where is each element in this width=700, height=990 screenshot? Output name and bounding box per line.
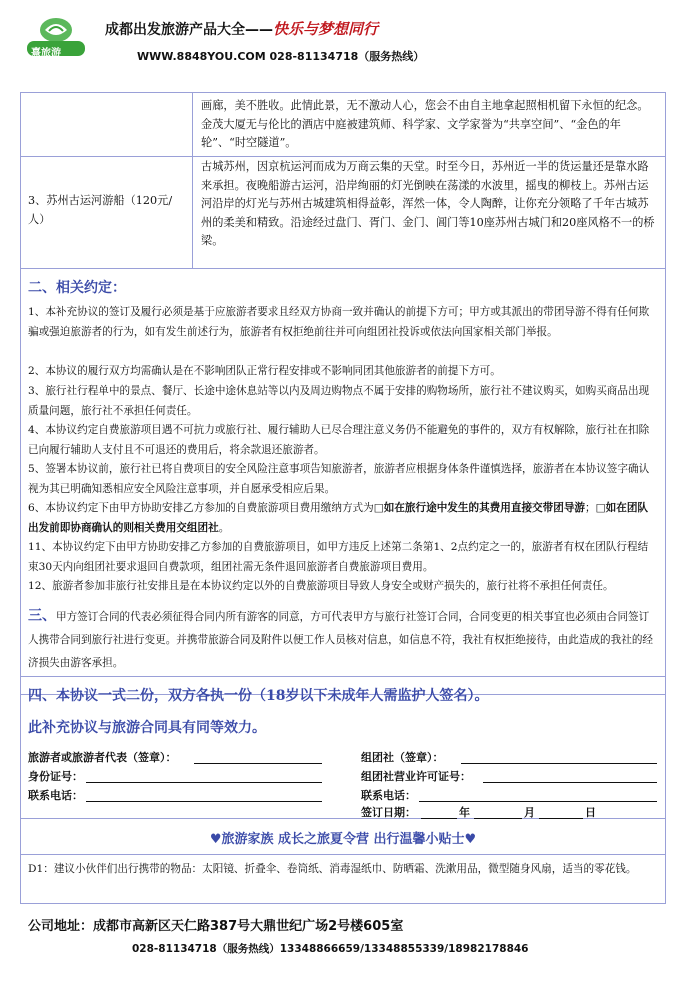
table-row [21,93,665,157]
sign-day-label: 日 [585,806,596,819]
jinmao-description: 画廊，美不胜收。此情此景，无不激动人心，您会不由自主地拿起照相机留下永恒的纪念。金茂大厦无与伦比的酒店中庭被建筑师、科学家、文学家誉为“共享空间”、“金色的年轮”、“时空隧道”。 [201,99,649,149]
page-header [25,12,675,74]
table-cell-item [21,157,193,268]
suzhou-canal-description: 古城苏州，因京杭运河而成为万商云集的天堂。时至今日，苏州近一半的货运量还是靠水路来承担。夜晚船游古运河，沿岸绚丽的灯光倒映在荡漾的水波里，摇曳的柳枝上。苏州古运河沿岸的灯光与苏州古城建筑相得益彰，浑然一体，令人陶醉，让你充分领略了千年古城苏州的柔美和精致。沿途经过盘门、胥门、金门、阊门等10座苏州古城门和20座风格不一的桥梁。 [201,160,655,247]
section-contract-changes [21,603,665,677]
clause-6 [28,499,657,538]
tourist-rep-line[interactable] [194,763,322,764]
header-contact-line: WWW.8848YOU.COM 028-81134718（服务热线） [137,50,425,63]
id-number-label: 身份证号： [28,770,83,783]
clause-1: 1、本补充协议的签订及履行必须是基于应旅游者要求且经双方协商一致并确认的前提下方可；甲方或其派出的带团导游不得有任何欺骗或强迫旅游者的行为，如有发生前述行为，旅游者有权拒绝前往并可向组团社投诉或依法向国家相关部门举报。 [28,306,650,338]
tourist-contact-line[interactable] [86,801,322,802]
clause-6-end: 。 [218,521,230,534]
agency-license-line[interactable] [483,782,657,783]
clause-11: 11、本协议约定下由甲方协助安排乙方参加的自费旅游项目，如甲方违反上述第二条第1、2点约定之一的，旅游者有权在团队行程结束30天内向组团社要求退回自费款项，组团社需无条件退回旅游者自费旅游项目费用。 [28,541,649,573]
clause-12: 12、旅游者参加非旅行社安排且是在本协议约定以外的自费旅游项目导致人身安全或财产损失的，旅行社将不承担任何责任。 [28,580,614,592]
clause-6-option-guide: 如在旅行途中发生的其费用直接交带团导游 [383,502,586,514]
section-4-line-2: 此补充协议与旅游合同具有同等效力。 [28,720,266,736]
clause-3: 3、旅行社行程单中的景点、餐厅、长途中途休息站等以内及周边购物点不属于安排的购物场所，旅行社不建议购买，如购买商品出现质量问题，旅行社不承担任何责任。 [28,385,650,417]
section-2-title: 二、相关约定： [28,280,126,296]
header-slogan: 快乐与梦想同行 [273,20,379,38]
clause-6-lead: 6、本协议约定下由甲方协助安排乙方参加的自费旅游项目费用缴纳方式为□ [28,502,384,514]
agency-sign-line[interactable] [461,763,657,764]
sign-date-label: 签订日期： [361,806,416,819]
agency-contact-label: 联系电话： [361,789,416,802]
section-copies [21,677,665,743]
clause-4: 4、本协议约定自费旅游项目遇不可抗力或旅行社、履行辅助人已尽合理注意义务仍不能避免的事件的，双方有权解除，旅行社在扣除已向履行辅助人支付且不可退还的费用后，将余款退还旅游者。 [28,424,650,456]
section-3-text [28,605,657,675]
signature-block [21,743,665,819]
clause-5: 5、签署本协议前，旅行社已将自费项目的安全风险注意事项告知旅游者，旅游者应根据身体条件谨慎选择，旅游者在本协议签字确认视为其已明确知悉相应安全风险注意事项，并自愿承受相应后果。 [28,463,650,495]
tips-header [21,819,665,855]
header-title [105,18,378,39]
section-4-line-1: 四、本协议一式二份，双方各执一份（18岁以下未成年人需监护人签名）。 [28,688,489,704]
agreement-frame [20,92,666,904]
table-row [21,157,665,269]
tourist-rep-label: 旅游者或旅游者代表（签章）： [28,751,177,764]
agency-license-label: 组团社营业许可证号： [361,770,471,783]
id-number-line[interactable] [86,782,322,783]
tips-title: ♥旅游家族 成长之旅夏令营 出行温馨小贴士♥ [209,832,477,847]
company-phones: 028-81134718（服务热线）13348866659/13348855339/18982178846 [132,943,529,955]
suzhou-canal-item: 3、苏州古运河游船（120元/人） [28,194,173,226]
company-logo [25,14,87,58]
clause-6-option-agency: 如在团队出发前即协商确认的则相关费用交组团社 [28,502,649,534]
section-3-lead: 三、 [28,608,56,624]
logo-text: 熹旅游 [31,48,61,59]
sign-month-label: 月 [524,806,535,819]
agency-sign-label: 组团社（签章）： [361,751,444,764]
agency-contact-line[interactable] [419,801,657,802]
table-cell-empty [21,93,193,156]
tourist-contact-label: 联系电话： [28,789,83,802]
company-address: 公司地址：成都市高新区天仁路387号大鼎世纪广场2号楼605室 [28,919,404,934]
header-title-text: 成都出发旅游产品大全—— [105,22,273,38]
sign-year-label: 年 [459,806,470,819]
tips-day-1: D1：建议小伙伴们出行携带的物品：太阳镜、折叠伞、卷筒纸、消毒湿纸巾、防晒霜、洗漱用品，微型随身风扇，适当的零花钱。 [28,863,637,875]
tips-body [21,855,665,903]
section-3-body: 甲方签订合同的代表必须征得合同内所有游客的同意，方可代表甲方与旅行社签订合同，合同变更的相关事宜也必须由合同签订人携带合同到旅行社进行变更。并携带旅游合同及附件以便工作人员核对信息，如信息不符，我社有权拒绝接待，由此造成的我社的经济损失由游客承担。 [28,611,654,669]
clause-2: 2、本协议的履行双方均需确认是在不影响团队正常行程安排或不影响同团其他旅游者的前提下方可。 [28,365,501,377]
clause-6-separator: ；□ [585,502,606,514]
